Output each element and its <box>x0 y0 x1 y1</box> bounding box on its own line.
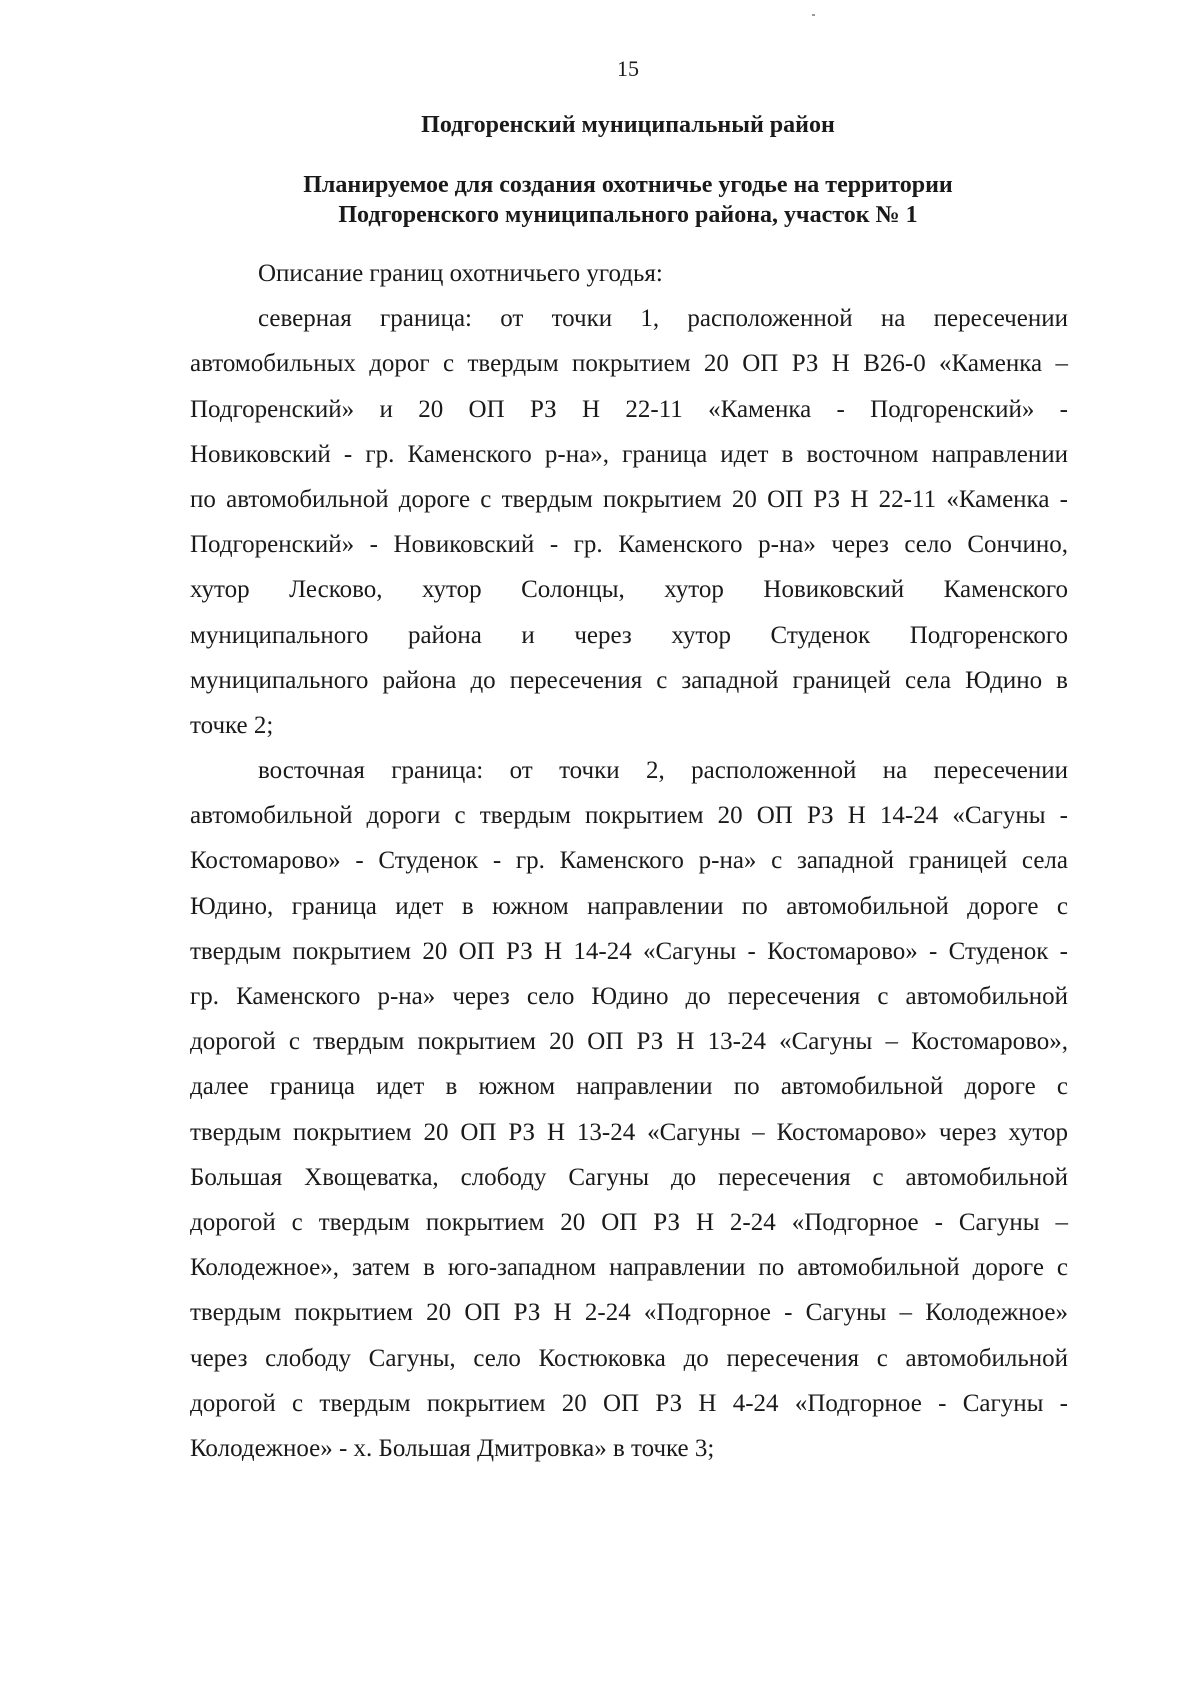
text-line: Юдино, граница идет в южном направлении по автомобильной дороге с <box>190 892 1068 920</box>
page-number: 15 <box>617 56 639 81</box>
scan-speck <box>812 14 815 16</box>
text-line: муниципального района и через хутор Студенок Подгоренского <box>190 621 1068 649</box>
text-line: через слободу Сагуны, село Костюковка до пересечения с автомобильной <box>190 1344 1068 1372</box>
subheading-line: Планируемое для создания охотничье угодье на территории <box>303 172 953 198</box>
text-line: точке 2; <box>190 711 274 739</box>
subheading-line: Подгоренского муниципального района, участок № 1 <box>338 202 918 228</box>
east-boundary-paragraph <box>190 748 1068 1471</box>
area-subheading <box>0 170 1200 230</box>
text-line: автомобильной дороги с твердым покрытием 20 ОП РЗ Н 14-24 «Сагуны - <box>190 802 1068 830</box>
text-line: Новиковский - гр. Каменского р-на», граница идет в восточном направлении <box>190 440 1068 468</box>
text-line: Костомарово» - Студенок - гр. Каменского р-на» с западной границей села <box>190 847 1068 875</box>
document-body <box>190 251 1068 1471</box>
text-line: далее граница идет в южном направлении по автомобильной дороге с <box>190 1073 1068 1101</box>
text-line: хутор Лесково, хутор Солонцы, хутор Новиковский Каменского <box>190 576 1068 604</box>
district-heading: Подгоренский муниципальный район <box>421 112 835 138</box>
north-boundary-paragraph <box>190 296 1068 748</box>
text-line: твердым покрытием 20 ОП РЗ Н 14-24 «Сагуны - Костомарово» - Студенок - <box>190 937 1068 965</box>
boundary-paragraphs <box>190 296 1068 1471</box>
text-line: дорогой с твердым покрытием 20 ОП РЗ Н 13-24 «Сагуны – Костомарово», <box>190 1028 1068 1056</box>
text-line: твердым покрытием 20 ОП РЗ Н 2-24 «Подгорное - Сагуны – Колодежное» <box>190 1299 1068 1327</box>
intro-line: Описание границ охотничьего угодья: <box>258 260 663 287</box>
text-line: дорогой с твердым покрытием 20 ОП РЗ Н 2-24 «Подгорное - Сагуны – <box>190 1208 1068 1236</box>
text-line: Подгоренский» - Новиковский - гр. Каменского р-на» через село Сончино, <box>190 531 1068 559</box>
text-line: Подгоренский» и 20 ОП РЗ Н 22-11 «Каменка - Подгоренский» - <box>190 395 1068 423</box>
text-line: Большая Хвощеватка, слободу Сагуны до пересечения с автомобильной <box>190 1163 1068 1191</box>
text-line: дорогой с твердым покрытием 20 ОП РЗ Н 4-24 «Подгорное - Сагуны - <box>190 1389 1068 1417</box>
text-line: Колодежное», затем в юго-западном направлении по автомобильной дороге с <box>190 1254 1068 1282</box>
text-line: восточная граница: от точки 2, расположенной на пересечении <box>258 757 1068 785</box>
text-line: твердым покрытием 20 ОП РЗ Н 13-24 «Сагуны – Костомарово» через хутор <box>190 1118 1068 1146</box>
text-line: Колодежное» - х. Большая Дмитровка» в точке 3; <box>190 1434 715 1462</box>
text-line: по автомобильной дороге с твердым покрытием 20 ОП РЗ Н 22-11 «Каменка - <box>190 485 1068 513</box>
text-line: северная граница: от точки 1, расположенной на пересечении <box>258 305 1068 333</box>
text-line: автомобильных дорог с твердым покрытием 20 ОП РЗ Н В26-0 «Каменка – <box>190 350 1068 378</box>
text-line: муниципального района до пересечения с западной границей села Юдино в <box>190 666 1068 694</box>
text-line: гр. Каменского р-на» через село Юдино до пересечения с автомобильной <box>190 983 1068 1010</box>
